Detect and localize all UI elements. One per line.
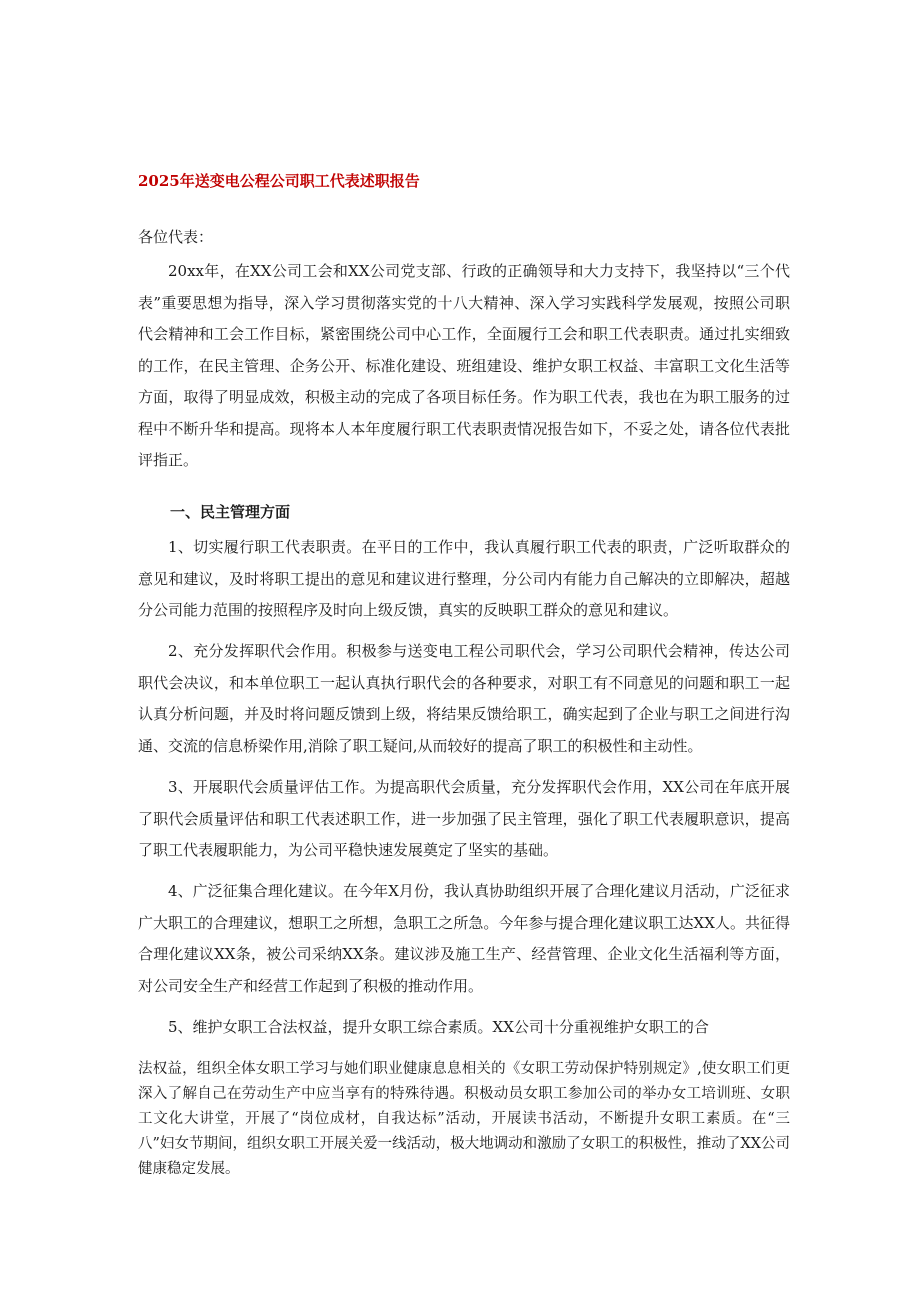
list-item-1: 1、切实履行职工代表职责。在平日的工作中，我认真履行职工代表的职责，广泛听取群众的意见和建议，及时将职工提出的意见和建议进行整理，分公司内有能力自己解决的立即解决，超越分公司能力范围的按照程序及时向上级反馈，真实的反映职工群众的意见和建议。: [138, 538, 790, 619]
intro-paragraph: 20xx年，在XX公司工会和XX公司党支部、行政的正确领导和大力支持下，我坚持以“三个代表”重要思想为指导，深入学习贯彻落实党的十八大精神、深入学习实践科学发展观，按照公司职代会精神和工会工作目标，紧密围绕公司中心工作，全面履行工会和职工代表职责。通过扎实细致的工作，在民主管理、企务公开、标准化建设、班组建设、维护女职工权益、丰富职工文化生活等方面，取得了明显成效，积极主动的完成了各项目标任务。作为职工代表，我也在为职工服务的过程中不断升华和提高。现将本人本年度履行职工代表职责情况报告如下，不妥之处，请各位代表批评指正。: [138, 262, 790, 469]
list-item-2: 2、充分发挥职代会作用。积极参与送变电工程公司职代会，学习公司职代会精神，传达公司职代会决议，和本单位职工一起认真执行职代会的各种要求，对职工有不同意见的问题和职工一起认真分析问题，并及时将问题反馈到上级，将结果反馈给职工，确实起到了企业与职工之间进行沟通、交流的信息桥梁作用,消除了职工疑问,从而较好的提高了职工的积极性和主动性。: [138, 642, 790, 755]
salutation: 各位代表：: [138, 228, 214, 246]
list-item-5: 5、维护女职工合法权益，提升女职工综合素质。XX公司十分重视维护女职工的合: [168, 1018, 709, 1036]
document-title: 2025年送变电公程公司职工代表述职报告: [138, 172, 420, 190]
list-item-3: 3、开展职代会质量评估工作。为提高职代会质量，充分发挥职代会作用，XX公司在年底开展了职代会质量评估和职工代表述职工作，进一步加强了民主管理，强化了职工代表履职意识，提高了职工代表履职能力，为公司平稳快速发展奠定了坚实的基础。: [138, 778, 790, 859]
section-heading-democratic-management: 一、民主管理方面: [170, 503, 291, 521]
list-item-4: 4、广泛征集合理化建议。在今年X月份，我认真协助组织开展了合理化建议月活动，广泛征求广大职工的合理建议，想职工之所想，急职工之所急。今年参与提合理化建议职工达XX人。共征得合理化建议XX条，被公司采纳XX条。建议涉及施工生产、经营管理、企业文化生活福利等方面，对公司安全生产和经营工作起到了积极的推动作用。: [138, 882, 790, 995]
list-item-5-continuation: 法权益，组织全体女职工学习与她们职业健康息息相关的《女职工劳动保护特别规定》,使女职工们更深入了解自己在劳动生产中应当享有的特殊待遇。积极动员女职工参加公司的举办女工培训班、女职工文化大讲堂，开展了“岗位成材，自我达标”活动，开展读书活动，不断提升女职工素质。在“三八”妇女节期间，组织女职工开展关爱一线活动，极大地调动和激励了女职工的积极性，推动了XX公司健康稳定发展。: [138, 1061, 790, 1177]
